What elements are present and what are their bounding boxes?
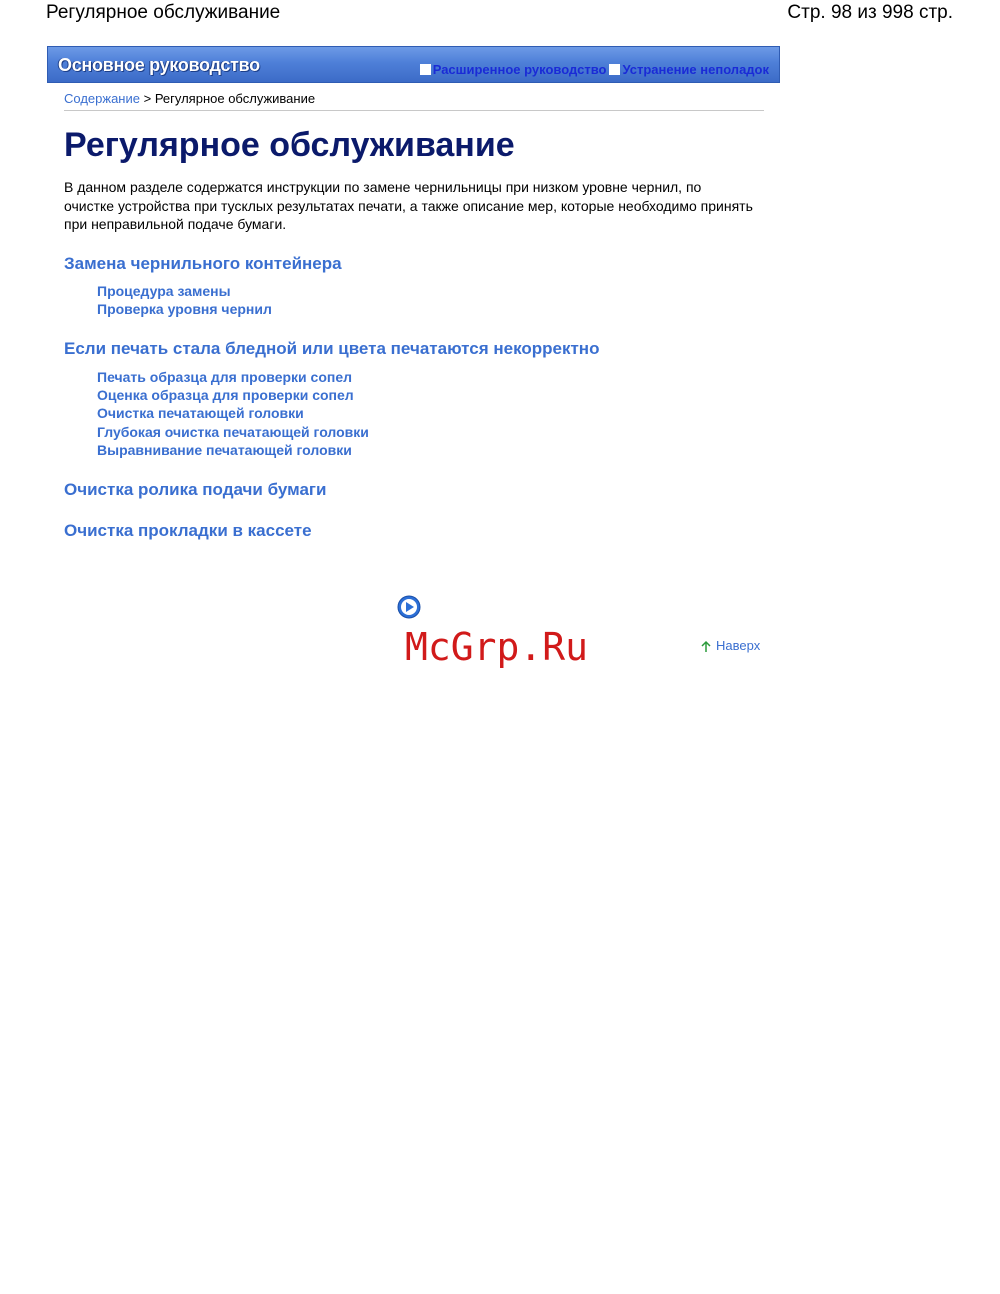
print-header-page-number: Стр. 98 из 998 стр.: [787, 2, 953, 23]
white-square-icon: [420, 64, 431, 75]
link-replacement-procedure[interactable]: Процедура замены: [97, 283, 231, 299]
intro-paragraph: В данном разделе содержатся инструкции по замене чернильницы при низком уровне чернил, по очистке устройства при тусклых результатах печати, а также описание мер, которые необходимо принять при неправильной подаче бумаги.: [64, 179, 753, 232]
link-deep-cleaning[interactable]: Глубокая очистка печатающей головки: [97, 424, 369, 440]
troubleshooting-label: Устранение неполадок: [622, 62, 769, 77]
troubleshooting-link[interactable]: [609, 62, 769, 77]
advanced-guide-link[interactable]: [420, 62, 607, 77]
breadcrumb-contents-link[interactable]: Содержание: [64, 91, 140, 106]
breadcrumb: [64, 91, 764, 111]
link-check-ink-level[interactable]: Проверка уровня чернил: [97, 301, 272, 317]
guide-banner: [47, 46, 780, 83]
print-header-title: Регулярное обслуживание: [46, 2, 281, 23]
link-head-alignment[interactable]: Выравнивание печатающей головки: [97, 442, 352, 458]
link-print-head-cleaning[interactable]: Очистка печатающей головки: [97, 405, 304, 421]
back-to-top-link[interactable]: [700, 638, 760, 653]
link-examine-nozzle-check[interactable]: Оценка образца для проверки сопел: [97, 387, 354, 403]
section-ink-tank-replacement[interactable]: Замена чернильного контейнера: [64, 254, 342, 273]
banner-title: Основное руководство: [58, 55, 260, 75]
breadcrumb-separator: >: [139, 91, 155, 106]
section-faint-print[interactable]: Если печать стала бледной или цвета печатаются некорректно: [64, 339, 600, 358]
arrow-up-icon: [700, 639, 712, 653]
section-paper-feed-roller-cleaning[interactable]: Очистка ролика подачи бумаги: [64, 480, 327, 499]
watermark: McGrp.Ru: [405, 625, 589, 669]
banner-links: [417, 62, 769, 77]
back-to-top-label: Наверх: [716, 638, 761, 653]
play-circle-icon[interactable]: [397, 595, 421, 619]
white-square-icon: [609, 64, 620, 75]
link-print-nozzle-check[interactable]: Печать образца для проверки сопел: [97, 369, 353, 385]
advanced-guide-label: Расширенное руководство: [432, 62, 607, 77]
page-title: Регулярное обслуживание: [64, 126, 515, 164]
breadcrumb-current: Регулярное обслуживание: [154, 91, 316, 106]
section-cassette-pad-cleaning[interactable]: Очистка прокладки в кассете: [64, 521, 312, 540]
